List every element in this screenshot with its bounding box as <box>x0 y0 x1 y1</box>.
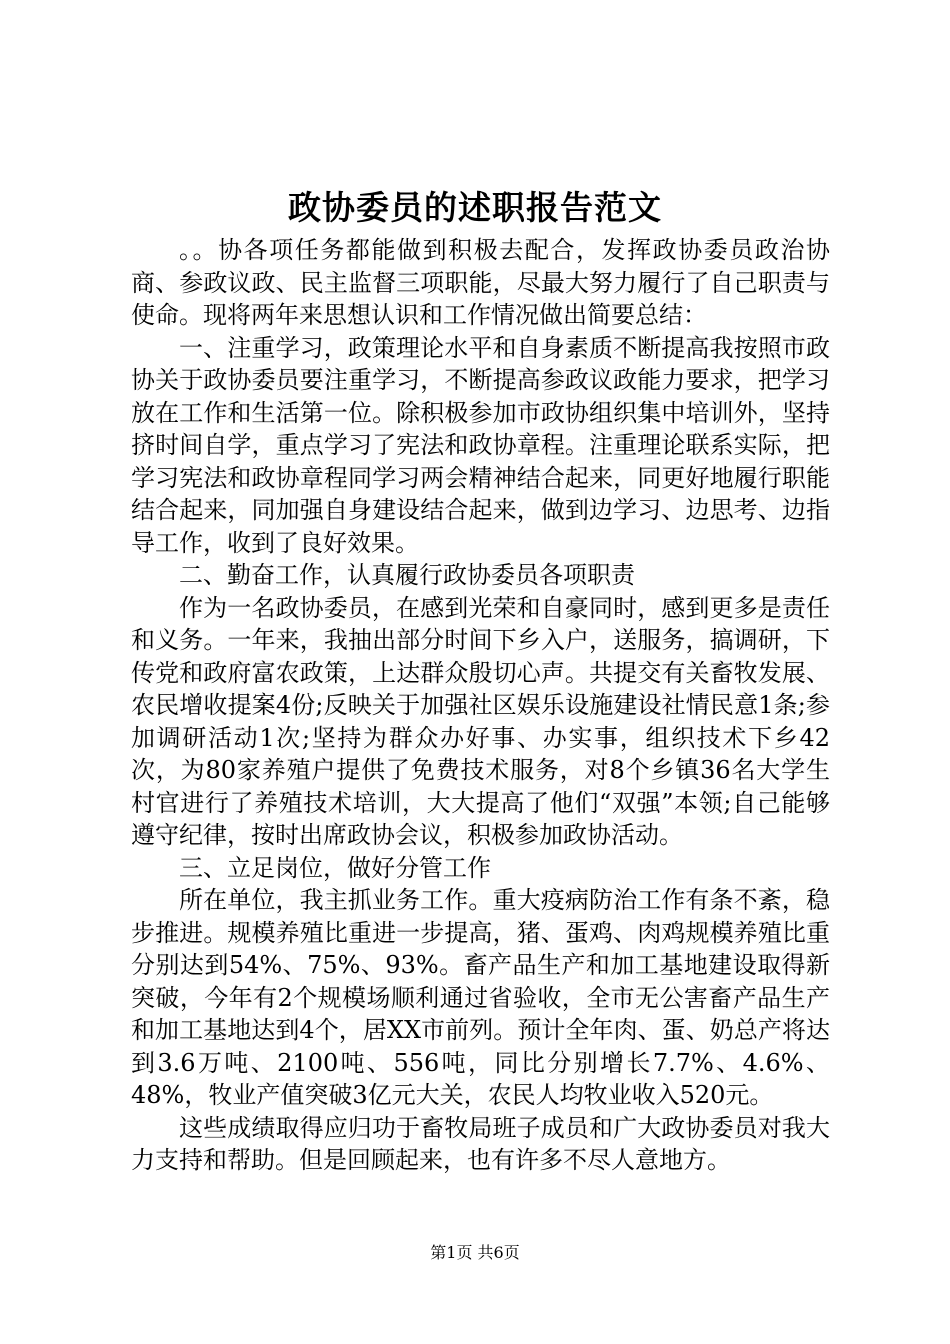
paragraph-summary: 这些成绩取得应归功于畜牧局班子成员和广大政协委员对我大力支持和帮助。但是回顾起来，也有许多不尽人意地方。 <box>131 1113 830 1174</box>
document-body <box>131 234 830 1177</box>
page-number-footer: 第1页 共6页 <box>430 1243 520 1262</box>
document-title: 政协委员的述职报告范文 <box>288 188 662 227</box>
section-heading-position: 三、立足岗位，做好分管工作 <box>179 853 491 882</box>
section-heading-duties: 二、勤奋工作，认真履行政协委员各项职责 <box>179 561 635 589</box>
paragraph-intro: 。。协各项任务都能做到积极去配合，发挥政协委员政治协商、参政议政、民主监督三项职能，尽最大努力履行了自己职责与使命。现将两年来思想认识和工作情况做出简要总结： <box>131 236 830 329</box>
paragraph-duties: 作为一名政协委员，在感到光荣和自豪同时，感到更多是责任和义务。一年来，我抽出部分时间下乡入户，送服务，搞调研，下传党和政府富农政策，上达群众殷切心声。共提交有关畜牧发展、农民增收提案4份;反映关于加强社区娱乐设施建设社情民意1条;参加调研活动1次;坚持为群众办好事、办实事，组织技术下乡42次，为80家养殖户提供了免费技术服务，对8个乡镇36名大学生村官进行了养殖技术培训，大大提高了他们“双强”本领;自己能够遵守纪律，按时出席政协会议，积极参加政协活动。 <box>131 593 830 849</box>
paragraph-position: 所在单位，我主抓业务工作。重大疫病防治工作有条不紊，稳步推进。规模养殖比重进一步提高，猪、蛋鸡、肉鸡规模养殖比重分别达到54%、75%、93%。畜产品生产和加工基地建设取得新突破，今年有2个规模场顺利通过省验收，全市无公害畜产品生产和加工基地达到4个，居XX市前列。预计全年肉、蛋、奶总产将达到3.6万吨、2100吨、556吨，同比分别增长7.7%、4.6%、48%，牧业产值突破3亿元大关，农民人均牧业收入520元。 <box>131 886 830 1109</box>
paragraph-study: 一、注重学习，政策理论水平和自身素质不断提高我按照市政协关于政协委员要注重学习，不断提高参政议政能力要求，把学习放在工作和生活第一位。除积极参加市政协组织集中培训外，坚持挤时间自学，重点学习了宪法和政协章程。注重理论联系实际，把学习宪法和政协章程同学习两会精神结合起来，同更好地履行职能结合起来，同加强自身建设结合起来，做到边学习、边思考、边指导工作，收到了良好效果。 <box>131 333 830 557</box>
